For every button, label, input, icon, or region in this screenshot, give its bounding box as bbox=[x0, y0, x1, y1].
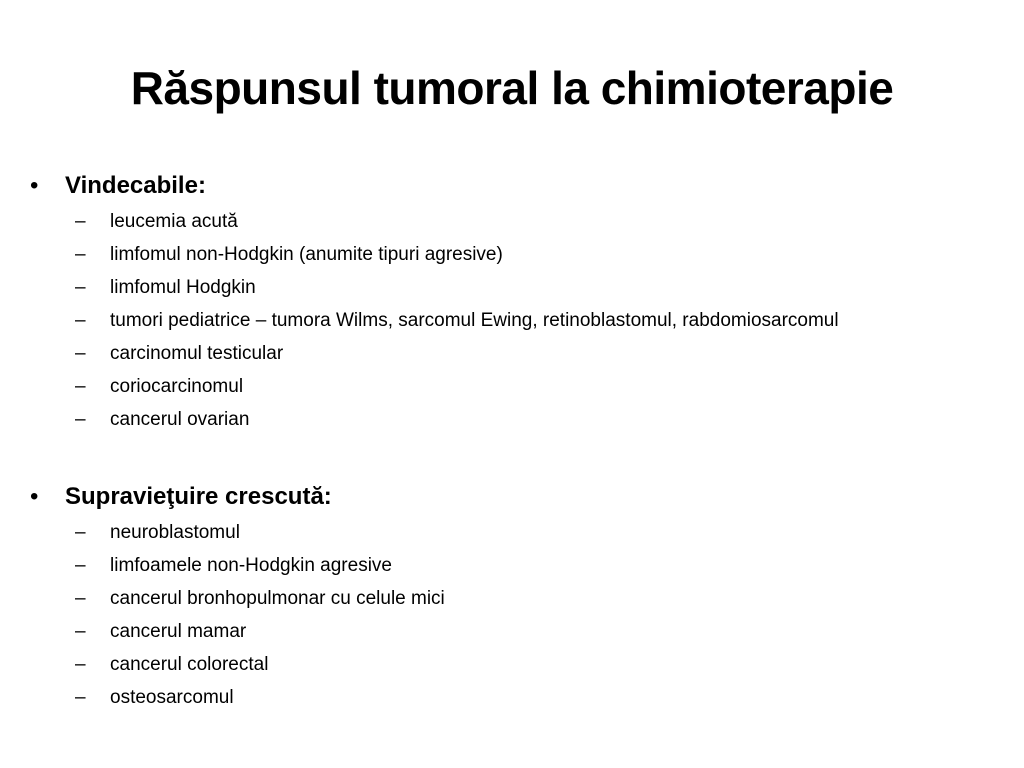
dash-icon: – bbox=[75, 687, 86, 708]
list-item bbox=[0, 648, 1024, 681]
list-item-text: osteosarcomul bbox=[110, 687, 234, 708]
list-item bbox=[0, 238, 1024, 271]
list-item-text: limfomul non-Hodgkin (anumite tipuri agresive) bbox=[110, 244, 503, 265]
list-item-text: cancerul bronhopulmonar cu celule mici bbox=[110, 588, 445, 609]
section-curable bbox=[0, 167, 1024, 436]
sub-list bbox=[0, 516, 1024, 714]
list-item-text: leucemia acută bbox=[110, 211, 238, 232]
list-item-text: coriocarcinomul bbox=[110, 376, 244, 397]
list-item bbox=[0, 304, 1024, 337]
list-item bbox=[0, 271, 1024, 304]
dash-icon: – bbox=[75, 522, 86, 543]
sub-list bbox=[0, 205, 1024, 436]
list-item bbox=[0, 549, 1024, 582]
list-item bbox=[0, 403, 1024, 436]
slide-title: Răspunsul tumoral la chimioterapie bbox=[130, 62, 894, 114]
list-item-text: cancerul mamar bbox=[110, 621, 247, 642]
list-item bbox=[0, 681, 1024, 714]
bullet-icon: • bbox=[30, 172, 39, 199]
list-item bbox=[0, 582, 1024, 615]
section-heading-row bbox=[0, 167, 1024, 205]
dash-icon: – bbox=[75, 376, 86, 397]
dash-icon: – bbox=[75, 310, 86, 331]
list-item bbox=[0, 337, 1024, 370]
dash-icon: – bbox=[75, 555, 86, 576]
list-item-text: tumori pediatrice – tumora Wilms, sarcomul Ewing, retinoblastomul, rabdomiosarcomul bbox=[110, 310, 839, 331]
section-increased-survival bbox=[0, 478, 1024, 714]
bullet-icon: • bbox=[30, 483, 39, 510]
list-item bbox=[0, 370, 1024, 403]
dash-icon: – bbox=[75, 343, 86, 364]
list-item-text: limfomul Hodgkin bbox=[110, 277, 256, 298]
list-item bbox=[0, 615, 1024, 648]
section-heading-row bbox=[0, 478, 1024, 516]
dash-icon: – bbox=[75, 588, 86, 609]
dash-icon: – bbox=[75, 211, 86, 232]
dash-icon: – bbox=[75, 654, 86, 675]
dash-icon: – bbox=[75, 244, 86, 265]
dash-icon: – bbox=[75, 277, 86, 298]
section-heading: Supravieţuire crescută: bbox=[65, 483, 332, 510]
list-item-text: cancerul ovarian bbox=[110, 409, 250, 430]
dash-icon: – bbox=[75, 409, 86, 430]
list-item-text: carcinomul testicular bbox=[110, 343, 284, 364]
list-item-text: limfoamele non-Hodgkin agresive bbox=[110, 555, 392, 576]
list-item-text: cancerul colorectal bbox=[110, 654, 269, 675]
list-item-text: neuroblastomul bbox=[110, 522, 240, 543]
dash-icon: – bbox=[75, 621, 86, 642]
list-item bbox=[0, 516, 1024, 549]
list-item bbox=[0, 205, 1024, 238]
section-heading: Vindecabile: bbox=[65, 172, 206, 199]
